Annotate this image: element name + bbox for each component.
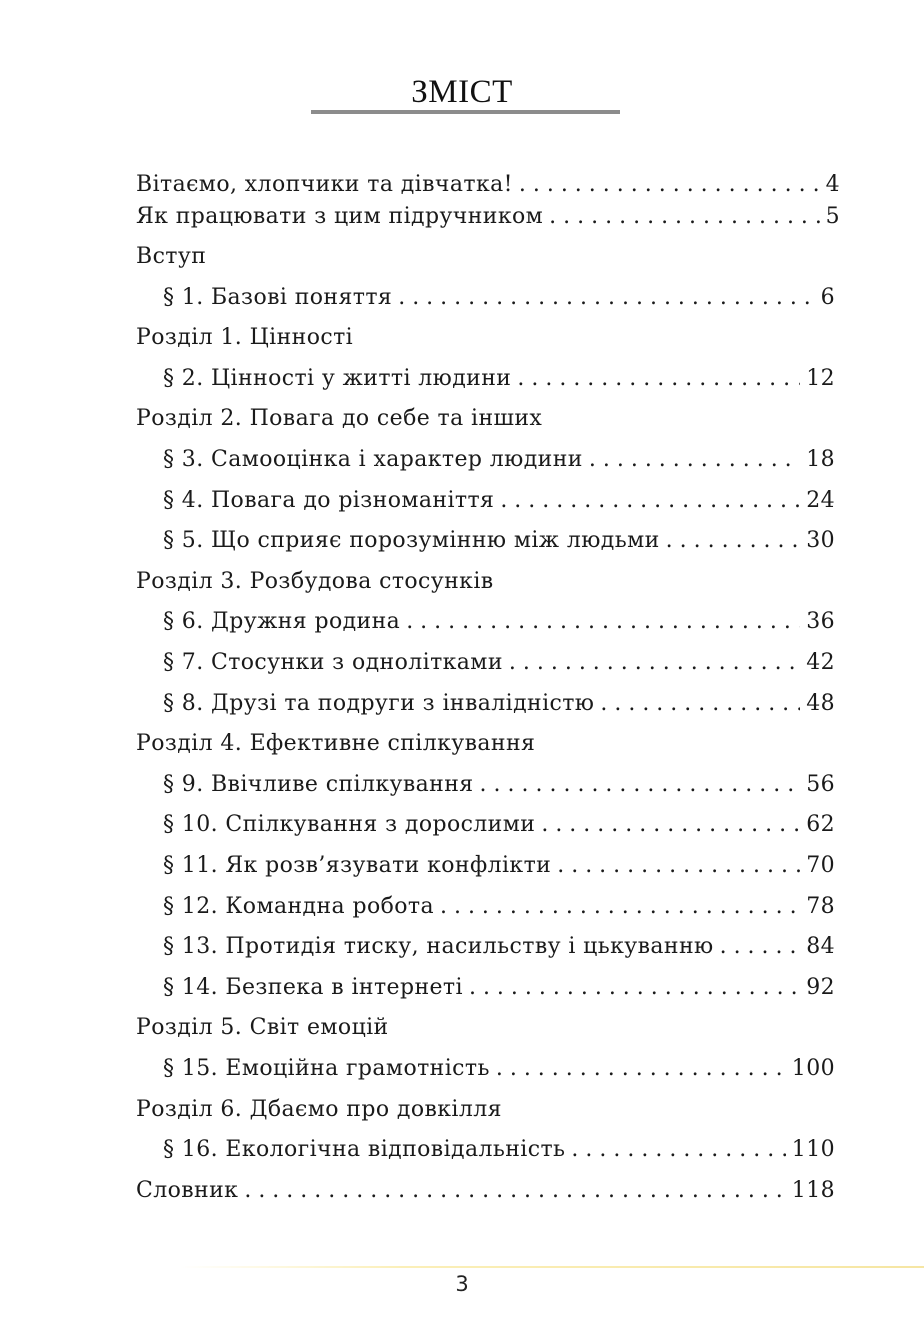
page-title: ЗМІСТ xyxy=(411,74,513,110)
toc-entry-page: 118 xyxy=(791,1178,835,1203)
toc-entry-page: 12 xyxy=(806,366,835,391)
toc-entry-page: 110 xyxy=(791,1137,835,1162)
toc-entry-title: Розділ 1. Цінності xyxy=(136,325,354,350)
toc-entry-page: 42 xyxy=(806,650,835,675)
dot-leader xyxy=(244,1176,785,1206)
toc-entry xyxy=(163,1135,835,1165)
dot-leader xyxy=(557,851,800,881)
toc-entry-title: § 2. Цінності у житті людини xyxy=(163,366,512,391)
toc-entry xyxy=(163,486,835,516)
dot-leader xyxy=(496,1054,786,1084)
toc-entry-page: 30 xyxy=(806,528,835,553)
dot-leader xyxy=(666,526,801,556)
toc-entry-title: § 7. Стосунки з однолітками xyxy=(163,650,503,675)
toc-entry-page: 78 xyxy=(806,894,835,919)
toc-entry xyxy=(163,1054,835,1084)
toc-entry-title: § 10. Спілкування з дорослими xyxy=(163,812,536,837)
toc-entry xyxy=(163,607,835,637)
dot-leader xyxy=(571,1135,785,1165)
dot-leader xyxy=(549,202,819,232)
toc-section-heading xyxy=(136,1095,840,1125)
toc-entry xyxy=(163,689,835,719)
toc-entry xyxy=(163,648,835,678)
toc-entry xyxy=(136,1176,835,1206)
toc-entry-title: § 14. Безпека в інтернеті xyxy=(163,975,463,1000)
dot-leader xyxy=(589,445,800,475)
toc-entry-title: Розділ 3. Розбудова стосунків xyxy=(136,569,494,594)
dot-leader xyxy=(406,607,800,637)
toc-entry-title: Розділ 6. Дбаємо про довкілля xyxy=(136,1097,502,1122)
dot-leader xyxy=(720,932,801,962)
toc-section-heading xyxy=(136,729,840,759)
toc-entry-title: § 13. Протидія тиску, насильству і цькуванню xyxy=(163,934,714,959)
dot-leader xyxy=(469,973,800,1003)
toc-entry-title: Словник xyxy=(136,1178,239,1203)
toc-entry xyxy=(163,364,835,394)
toc-entry xyxy=(163,932,835,962)
footer-divider xyxy=(180,1266,924,1268)
toc-entry-page: 100 xyxy=(791,1056,835,1081)
toc-entry-page: 48 xyxy=(806,691,835,716)
toc-section-heading xyxy=(136,567,840,597)
toc-entry-page: 62 xyxy=(806,812,835,837)
dot-leader xyxy=(398,283,814,313)
dot-leader xyxy=(519,170,820,200)
toc-entry-title: § 12. Командна робота xyxy=(163,894,434,919)
toc-entry xyxy=(136,170,840,200)
toc-entry-title: § 1. Базові поняття xyxy=(163,285,393,310)
toc-entry-title: § 5. Що сприяє порозумінню між людьми xyxy=(163,528,660,553)
dot-leader xyxy=(600,689,800,719)
toc-entry-page: 56 xyxy=(806,772,835,797)
toc-entry-title: Розділ 4. Ефективне спілкування xyxy=(136,731,536,756)
toc-entry-title: Вітаємо, хлопчики та дівчатка! xyxy=(136,172,513,197)
toc-entry-title: § 8. Друзі та подруги з інвалідністю xyxy=(163,691,595,716)
toc-entry-title: § 4. Повага до різноманіття xyxy=(163,488,495,513)
toc-entry-title: § 11. Як розв’язувати конфлікти xyxy=(163,853,552,878)
toc-entry-page: 18 xyxy=(806,447,835,472)
toc-entry xyxy=(163,851,835,881)
toc-entry-page: 36 xyxy=(806,609,835,634)
toc-entry-title: Як працювати з цим підручником xyxy=(136,204,544,229)
toc-section-heading xyxy=(136,323,840,353)
dot-leader xyxy=(517,364,800,394)
toc-entry-title: Розділ 2. Повага до себе та інших xyxy=(136,406,543,431)
toc-entry xyxy=(163,526,835,556)
toc-entry xyxy=(163,892,835,922)
toc-entry-title: Вступ xyxy=(136,244,207,269)
toc-entry xyxy=(163,973,835,1003)
toc-section-heading xyxy=(136,1013,840,1043)
toc-entry-title: § 6. Дружня родина xyxy=(163,609,401,634)
dot-leader xyxy=(500,486,800,516)
toc-entry xyxy=(136,202,840,232)
toc-entry-title: § 15. Емоційна грамотність xyxy=(163,1056,490,1081)
dot-leader xyxy=(509,648,800,678)
toc-entry-title: § 9. Ввічливе спілкування xyxy=(163,772,474,797)
toc-section-heading xyxy=(136,242,840,272)
dot-leader xyxy=(541,810,800,840)
toc-entry-title: § 16. Екологічна відповідальність xyxy=(163,1137,566,1162)
dot-leader xyxy=(480,770,801,800)
toc-entry xyxy=(163,810,835,840)
toc-entry-title: Розділ 5. Світ емоцій xyxy=(136,1015,389,1040)
toc-entry xyxy=(163,770,835,800)
toc-entry-page: 5 xyxy=(825,204,840,229)
toc-entry-page: 70 xyxy=(806,853,835,878)
toc-entry-title: § 3. Самооцінка і характер людини xyxy=(163,447,583,472)
toc-entry xyxy=(163,283,835,313)
toc-entry-page: 24 xyxy=(806,488,835,513)
toc-section-heading xyxy=(136,404,840,434)
page-number: 3 xyxy=(455,1272,469,1296)
toc-entry-page: 84 xyxy=(806,934,835,959)
dot-leader xyxy=(440,892,800,922)
toc-entry-page: 4 xyxy=(825,172,840,197)
toc-entry-page: 6 xyxy=(820,285,835,310)
toc-entry-page: 92 xyxy=(806,975,835,1000)
toc-entry xyxy=(163,445,835,475)
